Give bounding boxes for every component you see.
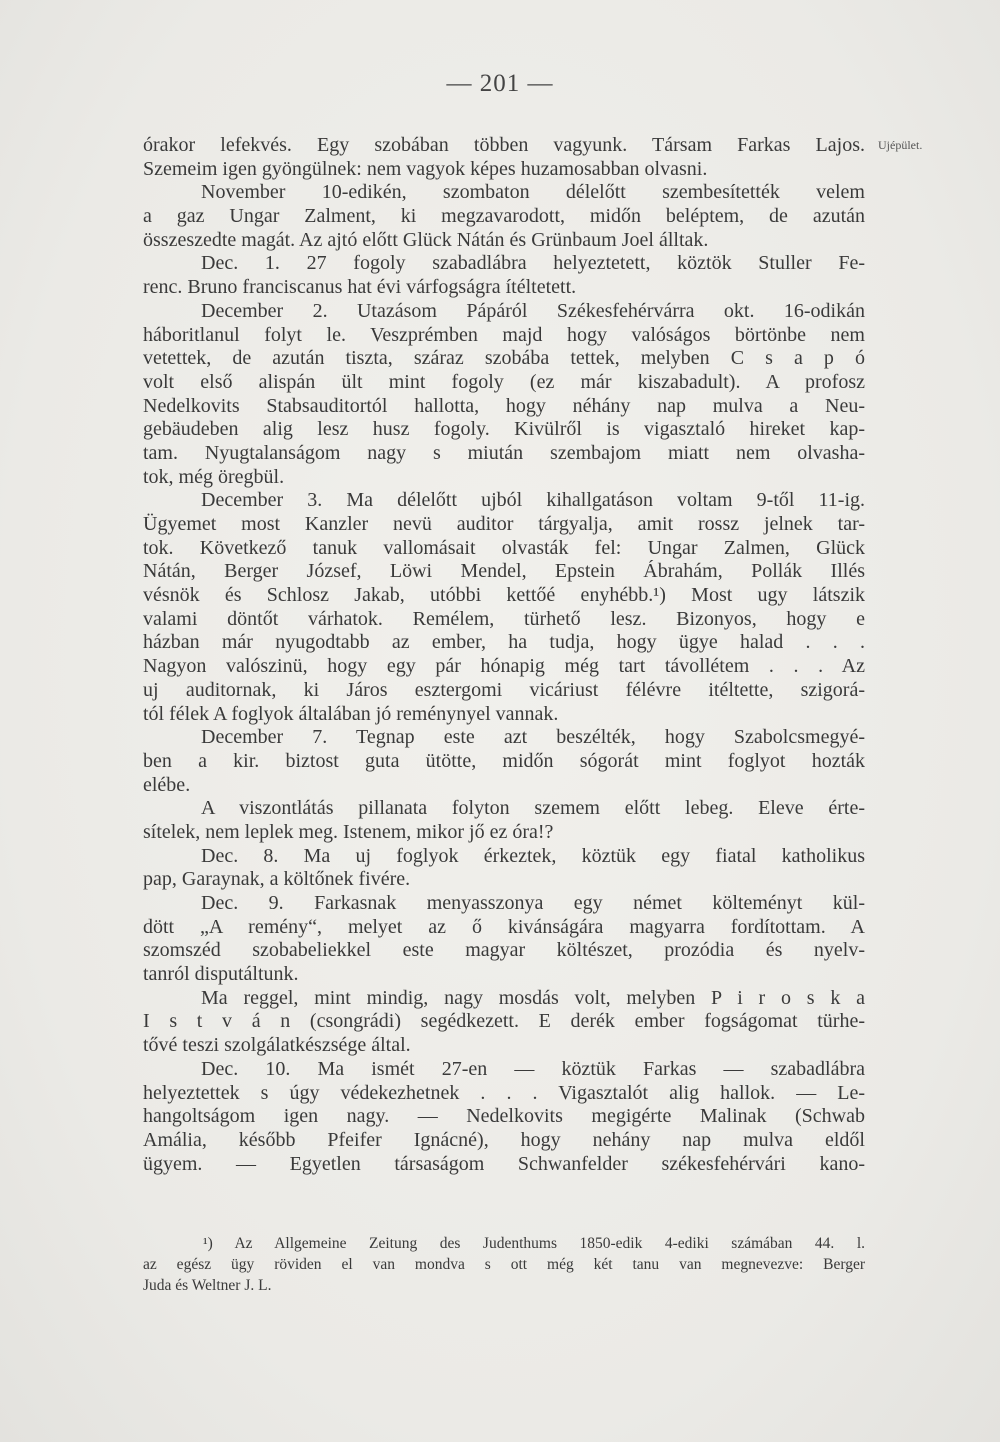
text-line: Ma reggel, mint mindig, nagy mosdás volt, melyben P i r o s k a [201,986,865,1009]
text-line: szomszéd szobabeliekkel este magyar költészet, prozódia és nyelv- [143,939,865,962]
text-line: tok. Következő tanuk vallomásait olvasták fel: Ungar Zalmen, Glück [143,536,865,559]
text-line: December 3. Ma délelőtt ujból kihallgatáson voltam 9-től 11-ig. [201,489,865,512]
text-line: tanról disputáltunk. [143,963,299,986]
text-line: ben a kir. biztost guta ütötte, midőn sógorát mint foglyot hozták [143,749,865,772]
text-line: tól félek A foglyok általában jó reménynyel vannak. [143,702,559,725]
text-line: tok, még öregbül. [143,465,285,488]
text-line: December 7. Tegnap este azt beszélték, hogy Szabolcsmegyé- [201,726,865,749]
text-line: sítelek, nem leplek meg. Istenem, mikor jő ez óra!? [143,820,554,843]
text-line: pap, Garaynak, a költőnek fivére. [143,868,411,891]
text-line: dött „A remény“, melyet az ő kivánságára magyarra fordítottam. A [143,915,865,938]
text-line: A viszontlátás pillanata folyton szemem előtt lebeg. Eleve érte- [201,797,865,820]
footnote-line: az egész ügy röviden el van mondva s ott még két tanu van megnevezve: Berger [143,1256,865,1273]
text-line: tam. Nyugtalanságom nagy s miután szembajom miatt nem olvasha- [143,441,865,464]
text-line: vésnök és Schlosz Jakab, utóbbi kettőé enyhébb.¹) Most ugy látszik [143,584,865,607]
body-text [143,134,865,1176]
text-line: Dec. 1. 27 fogoly szabadlábra helyeztetett, köztök Stuller Fe- [201,252,865,275]
text-line: November 10-edikén, szombaton délelőtt szembesítették velem [201,181,865,204]
text-line: a gaz Ungar Zalment, ki megzavarodott, midőn beléptem, de azután [143,205,865,228]
text-line: háboritlanul folyt le. Veszprémben majd hogy valóságos börtönbe nem [143,323,865,346]
text-line: Dec. 10. Ma ismét 27-en — köztük Farkas — szabadlábra [201,1057,865,1080]
text-line: elébe. [143,773,191,796]
text-line: házban már nyugodtabb az ember, ha tudja, hogy ügye halad . . . [143,631,865,654]
text-line: helyeztettek s úgy védekezhetnek . . . Vigasztalót alig hallok. — Le- [143,1081,865,1104]
text-line: Dec. 8. Ma uj foglyok érkeztek, köztük egy fiatal katholikus [201,844,865,867]
text-line: összeszedte magát. Az ajtó előtt Glück Nátán és Grünbaum Joel álltak. [143,228,709,251]
text-line: Szemeim igen gyöngülnek: nem vagyok képes huzamosabban olvasni. [143,157,708,180]
page-number: — 201 — [446,70,554,97]
text-line: hangoltságom igen nagy. — Nedelkovits megigérte Malinak (Schwab [143,1105,865,1128]
text-line: valami döntőt várhatok. Remélem, türhető lesz. Bizonyos, hogy e [143,607,865,630]
text-line: December 2. Utazásom Pápáról Székesfehérvárra okt. 16-odikán [201,299,865,322]
footnote-line: ¹) Az Allgemeine Zeitung des Judenthums 1850-edik 4-ediki számában 44. l. [203,1235,865,1252]
text-line: Ügyemet most Kanzler nevü auditor tárgyalja, amit rossz jelnek tar- [143,513,865,535]
text-line: volt első alispán ült mint fogoly (ez már kiszabadult). A profosz [143,370,865,393]
text-line: Nátán, Berger József, Löwi Mendel, Epstein Ábrahám, Pollák Illés [143,560,865,583]
text-line: uj auditornak, ki Járos esztergomi vicáriust félévre itéltette, szigorá- [143,678,865,701]
text-line: Nagyon valószinü, hogy egy pár hónapig még tart távollétem . . . Az [143,655,865,678]
text-line: renc. Bruno franciscanus hat évi várfogságra ítéltetett. [143,276,577,299]
text-line: I s t v á n (csongrádi) segédkezett. E derék ember fogságomat türhe- [143,1010,865,1033]
footnotes [143,1233,865,1296]
text-line: gebäudeben alig lesz husz fogoly. Kivülről is vigasztaló hireket kap- [143,418,865,441]
text-line: ügyem. — Egyetlen társaságom Schwanfelder székesfehérvári kano- [143,1152,865,1175]
margin-note: Ujépület. [878,138,923,152]
text-line: Amália, később Pfeifer Ignácné), hogy nehány nap mulva eldől [143,1128,865,1151]
text-line: órakor lefekvés. Egy szobában többen vagyunk. Társam Farkas Lajos. [143,134,865,156]
text-line: Dec. 9. Farkasnak menyasszonya egy német költeményt kül- [201,892,865,914]
footnote-line: Juda és Weltner J. L. [143,1277,272,1294]
text-line: Nedelkovits Stabsauditortól hallotta, hogy néhány nap mulva a Neu- [143,394,865,417]
text-line: vetettek, de azután tiszta, száraz szobába tettek, melyben C s a p ó [143,347,865,370]
text-line: tővé teszi szolgálatkészsége által. [143,1034,411,1057]
